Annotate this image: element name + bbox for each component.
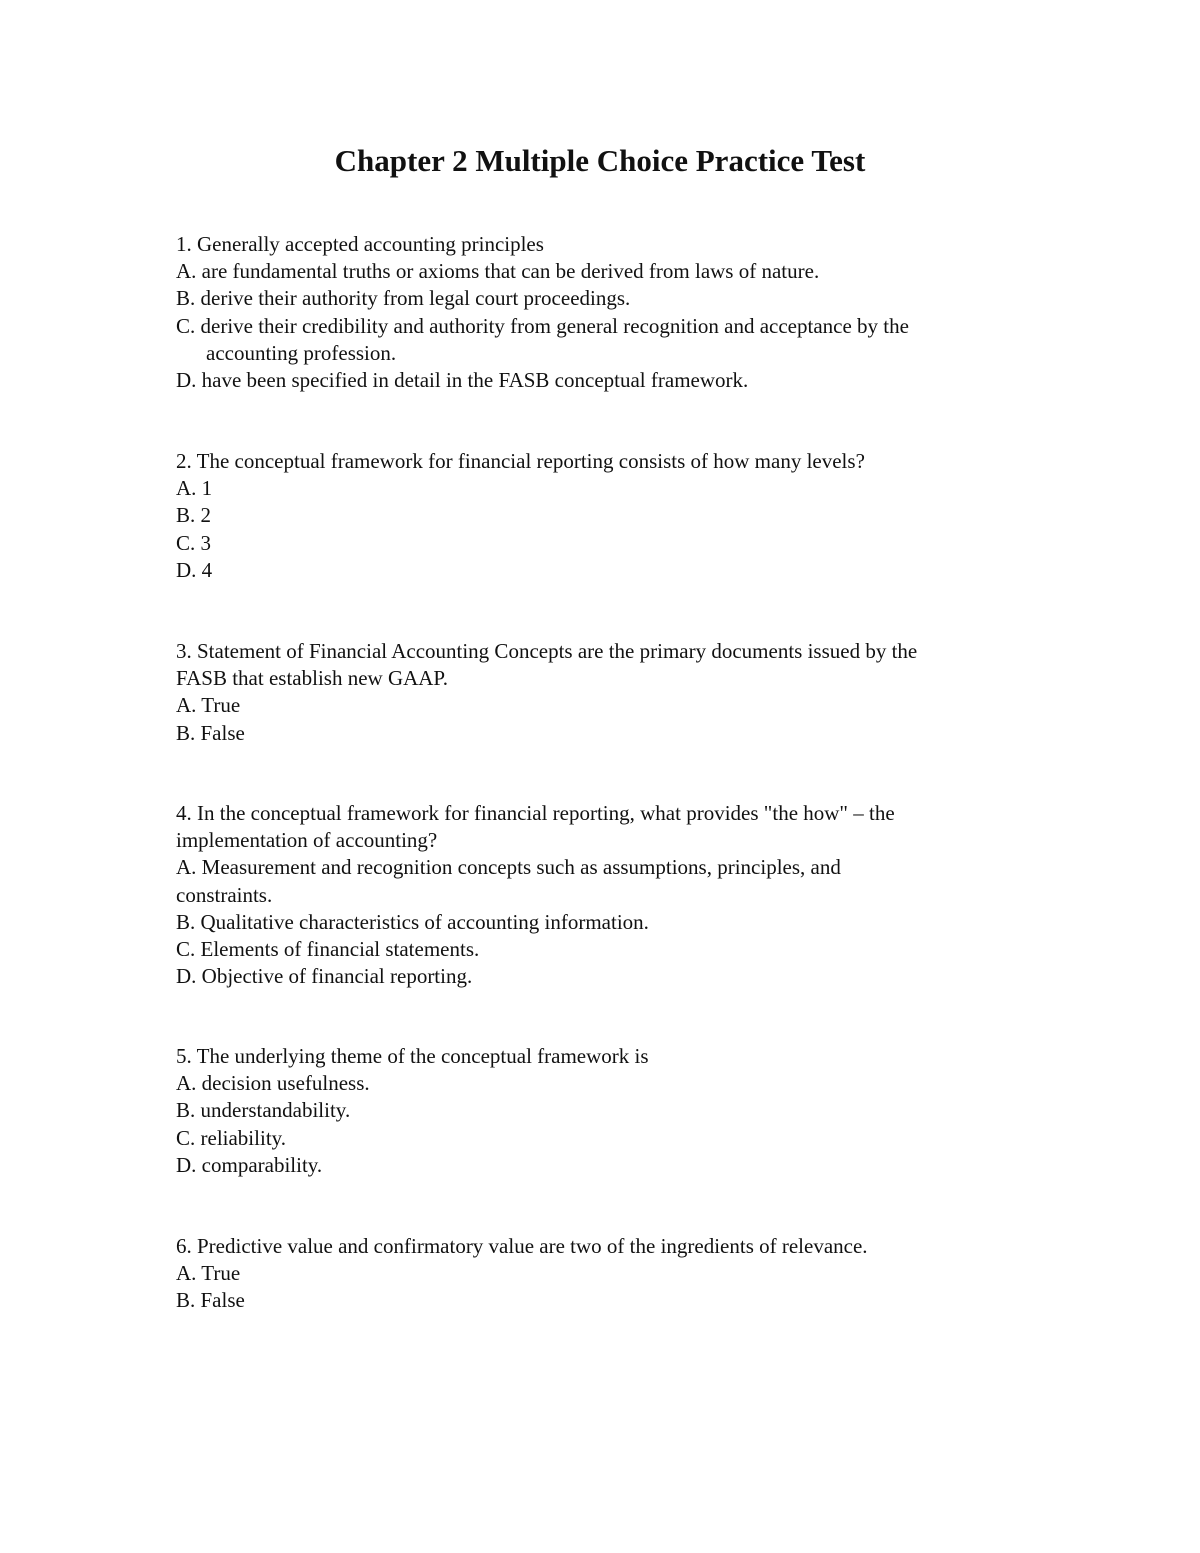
question-2 (176, 448, 1026, 584)
answer-option-d: D. comparability. (176, 1152, 323, 1177)
answer-option-a: A. Measurement and recognition concepts such as assumptions, principles, and (176, 855, 841, 880)
question-stem: 2. The conceptual framework for financial reporting consists of how many levels? (176, 449, 865, 473)
question-3 (176, 638, 1026, 747)
answer-option-c-continued: accounting profession. (206, 340, 397, 365)
question-stem: 1. Generally accepted accounting principles (176, 232, 544, 256)
answer-option-d: D. have been specified in detail in the FASB conceptual framework. (176, 368, 749, 393)
question-stem-continued: implementation of accounting? (176, 828, 438, 853)
answer-option-b: B. derive their authority from legal court proceedings. (176, 286, 631, 311)
question-4 (176, 800, 1026, 990)
answer-option-c: C. 3 (176, 530, 212, 555)
question-1 (176, 231, 1026, 394)
answer-option-b: B. False (176, 1288, 245, 1313)
answer-option-c: C. reliability. (176, 1125, 287, 1150)
answer-option-a-continued: constraints. (176, 882, 273, 907)
question-5 (176, 1043, 1026, 1179)
answer-option-b: B. 2 (176, 503, 212, 528)
page-title: Chapter 2 Multiple Choice Practice Test (334, 143, 866, 178)
answer-option-b: B. False (176, 720, 245, 745)
answer-option-b: B. Qualitative characteristics of accounting information. (176, 909, 649, 934)
answer-option-a: A. are fundamental truths or axioms that can be derived from laws of nature. (176, 259, 820, 284)
question-stem: 3. Statement of Financial Accounting Concepts are the primary documents issued by the (176, 639, 918, 663)
question-stem: 5. The underlying theme of the conceptual framework is (176, 1044, 649, 1068)
answer-option-d: D. 4 (176, 557, 213, 582)
question-6 (176, 1233, 1026, 1315)
answer-option-d: D. Objective of financial reporting. (176, 964, 473, 989)
question-stem-continued: FASB that establish new GAAP. (176, 666, 449, 691)
question-stem: 4. In the conceptual framework for financial reporting, what provides "the how" – the (176, 801, 895, 825)
answer-option-a: A. 1 (176, 476, 213, 501)
answer-option-a: A. True (176, 693, 241, 718)
answer-option-c: C. Elements of financial statements. (176, 937, 480, 962)
answer-option-a: A. True (176, 1261, 241, 1286)
answer-option-c: C. derive their credibility and authority from general recognition and acceptance by the (176, 313, 909, 338)
question-stem: 6. Predictive value and confirmatory value are two of the ingredients of relevance. (176, 1234, 868, 1258)
answer-option-a: A. decision usefulness. (176, 1071, 370, 1096)
answer-option-b: B. understandability. (176, 1098, 351, 1123)
